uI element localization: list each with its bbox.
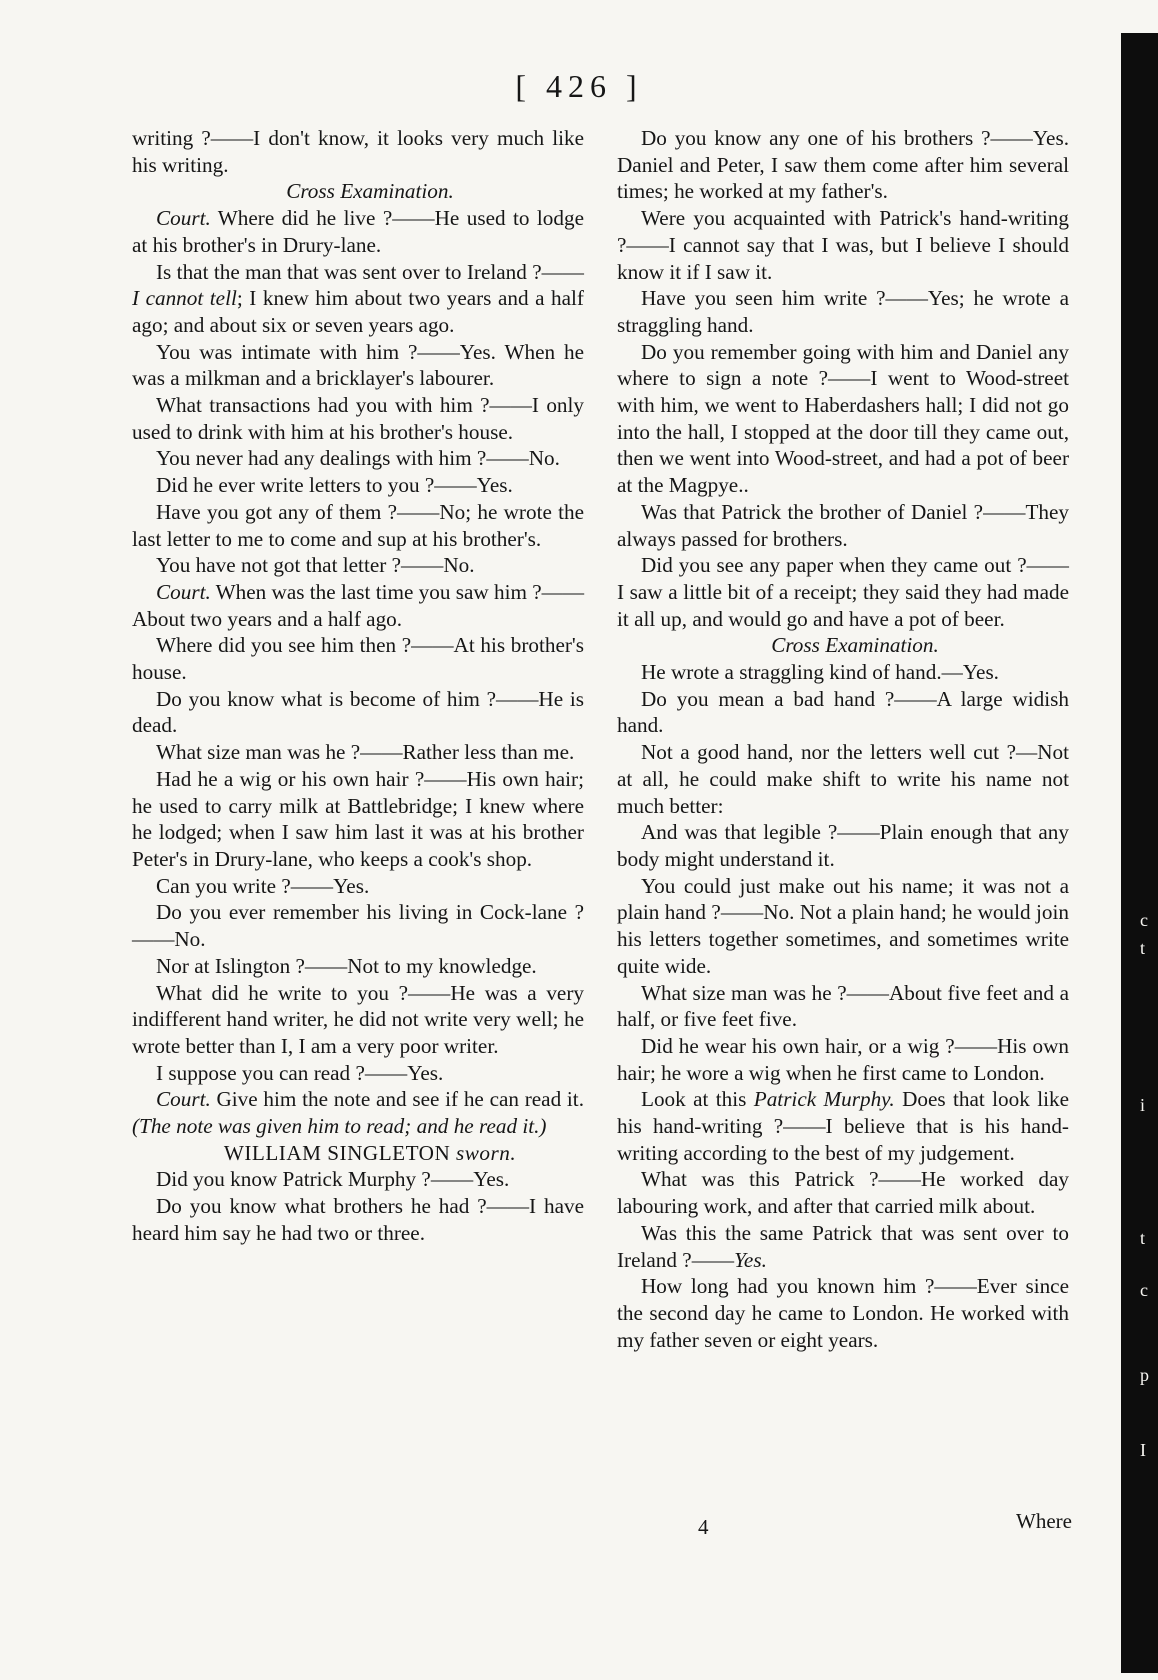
stage-direction: (The note was given him to read; and he read it.) (132, 1114, 547, 1139)
paragraph: What transactions had you with him ?——I only used to drink with him at his brother's house. (132, 393, 584, 444)
speaker-label: Court. (156, 579, 211, 604)
paragraph: And was that legible ?——Plain enough that any body might understand it. (617, 820, 1069, 871)
witness-sworn: sworn. (456, 1140, 517, 1165)
paragraph: You could just make out his name; it was not a plain hand ?——No. Not a plain hand; he would join his letters together sometimes, and sometimes write quite wide. (617, 873, 1069, 978)
paragraph-text: ; I knew him about two years and a half ago; and about six or seven years ago. (132, 286, 584, 337)
left-column (132, 125, 584, 1247)
paragraph-text: Look at this (641, 1087, 754, 1112)
paragraph-text: Is that the man that was sent over to Ireland ?—— (156, 259, 584, 284)
right-column (617, 125, 1069, 1353)
paragraph: Do you ever remember his living in Cock-lane ?——No. (132, 900, 584, 952)
italic-text: Yes. (734, 1247, 767, 1272)
paragraph: He wrote a straggling kind of hand.—Yes. (641, 660, 999, 685)
page-number: [ 426 ] (515, 68, 643, 104)
paragraph-text: Where did he live ?——He used to lodge at his brother's in Drury-lane. (132, 206, 584, 257)
margin-mark: I (1140, 1440, 1146, 1460)
paragraph (617, 1086, 1069, 1166)
italic-text: Patrick Murphy. (753, 1087, 895, 1112)
margin-mark: p (1140, 1365, 1149, 1385)
paragraph: Did he ever write letters to you ?——Yes. (156, 473, 513, 498)
paragraph (132, 579, 584, 632)
witness-heading (132, 1140, 584, 1167)
paragraph: Have you got any of them ?——No; he wrote the last letter to me to come and sup at his brother's. (132, 499, 584, 551)
paragraph: Were you acquainted with Patrick's hand-writing ?——I cannot say that I was, but I believe I should know it if I saw it. (617, 206, 1069, 284)
paragraph: Do you know any one of his brothers ?——Yes. Daniel and Peter, I saw them come after him several times; he worked at my father's. (617, 126, 1069, 204)
paragraph: Did he wear his own hair, or a wig ?——His own hair; he wore a wig when he first came to London. (617, 1033, 1069, 1085)
paragraph: Nor at Islington ?——Not to my knowledge. (156, 953, 537, 978)
paragraph: You never had any dealings with him ?——No. (156, 446, 560, 471)
paragraph: I suppose you can read ?——Yes. (156, 1060, 444, 1085)
paragraph: writing ?——I don't know, it looks very much like his writing. (132, 126, 584, 177)
paragraph: Have you seen him write ?——Yes; he wrote a straggling hand. (617, 286, 1069, 337)
paragraph: How long had you known him ?——Ever since the second day he came to London. He worked with my father seven or eight years. (617, 1274, 1069, 1352)
paragraph (132, 205, 584, 258)
binding-edge (1121, 33, 1158, 1673)
paragraph-text: Give him the note and see if he can read it. (210, 1087, 584, 1112)
margin-mark: t (1140, 1228, 1146, 1248)
paragraph: Do you know what is become of him ?——He is dead. (132, 686, 584, 738)
paragraph: Was that Patrick the brother of Daniel ?——They always passed for brothers. (617, 499, 1069, 551)
paragraph: Can you write ?——Yes. (156, 873, 370, 898)
italic-text: I cannot tell (132, 286, 237, 311)
paragraph: You have not got that letter ?——No. (156, 553, 475, 578)
paragraph: Do you remember going with him and Daniel any where to sign a note ?——I went to Wood-street with him, we went to Haberdashers hall; I did not go into the hall, I stopped at the door till they came out, then we went into Wood-street, and had a pot of beer at the Magpye.. (617, 339, 1069, 498)
signature-mark: 4 (698, 1515, 709, 1539)
paragraph: What size man was he ?——Rather less than me. (156, 740, 575, 765)
paragraph: Did you know Patrick Murphy ?——Yes. (156, 1167, 510, 1192)
paragraph: What size man was he ?——About five feet and a half, or five feet five. (617, 980, 1069, 1032)
paragraph: You was intimate with him ?——Yes. When he was a milkman and a bricklayer's labourer. (132, 339, 584, 391)
catchword: Where (1016, 1509, 1072, 1533)
paragraph: Do you know what brothers he had ?——I have heard him say he had two or three. (132, 1194, 584, 1245)
section-heading: Cross Examination. (286, 179, 454, 204)
margin-mark: c (1140, 1280, 1148, 1300)
speaker-label: Court. (156, 206, 211, 231)
witness-name: WILLIAM SINGLETON (223, 1140, 451, 1165)
margin-mark: t (1140, 938, 1146, 958)
paragraph (132, 1086, 584, 1139)
speaker-label: Court. (156, 1087, 211, 1112)
section-heading: Cross Examination. (771, 633, 939, 658)
paragraph: Where did you see him then ?——At his brother's house. (132, 633, 584, 685)
paragraph-text: Was this the same Patrick that was sent over to Ireland ?—— (617, 1220, 1069, 1272)
paragraph: Did you see any paper when they came out ?——I saw a little bit of a receipt; they said they had made it all up, and would go and have a pot of beer. (617, 553, 1069, 631)
paragraph: Do you mean a bad hand ?——A large widish hand. (617, 686, 1069, 738)
margin-mark: i (1140, 1095, 1146, 1115)
paragraph: What was this Patrick ?——He worked day labouring work, and after that carried milk about. (617, 1167, 1069, 1219)
paragraph (132, 259, 584, 339)
paragraph (617, 1220, 1069, 1273)
paragraph-text: Does that look like his hand-writing ?——I believe that is his hand-writing according to the best of my judgement. (617, 1087, 1069, 1165)
margin-mark: c (1140, 910, 1148, 930)
paragraph: Had he a wig or his own hair ?——His own hair; he used to carry milk at Battlebridge; I knew where he lodged; when I saw him last it was at his brother Peter's in Drury-lane, who keeps a cook's shop. (132, 766, 584, 871)
paragraph: What did he write to you ?——He was a very indifferent hand writer, he did not write very well; he wrote better than I, I am a very poor writer. (132, 980, 584, 1058)
paragraph: Not a good hand, nor the letters well cut ?—Not at all, he could make shift to write his name not much better: (617, 740, 1069, 818)
paragraph-text: When was the last time you saw him ?——About two years and a half ago. (132, 579, 585, 631)
